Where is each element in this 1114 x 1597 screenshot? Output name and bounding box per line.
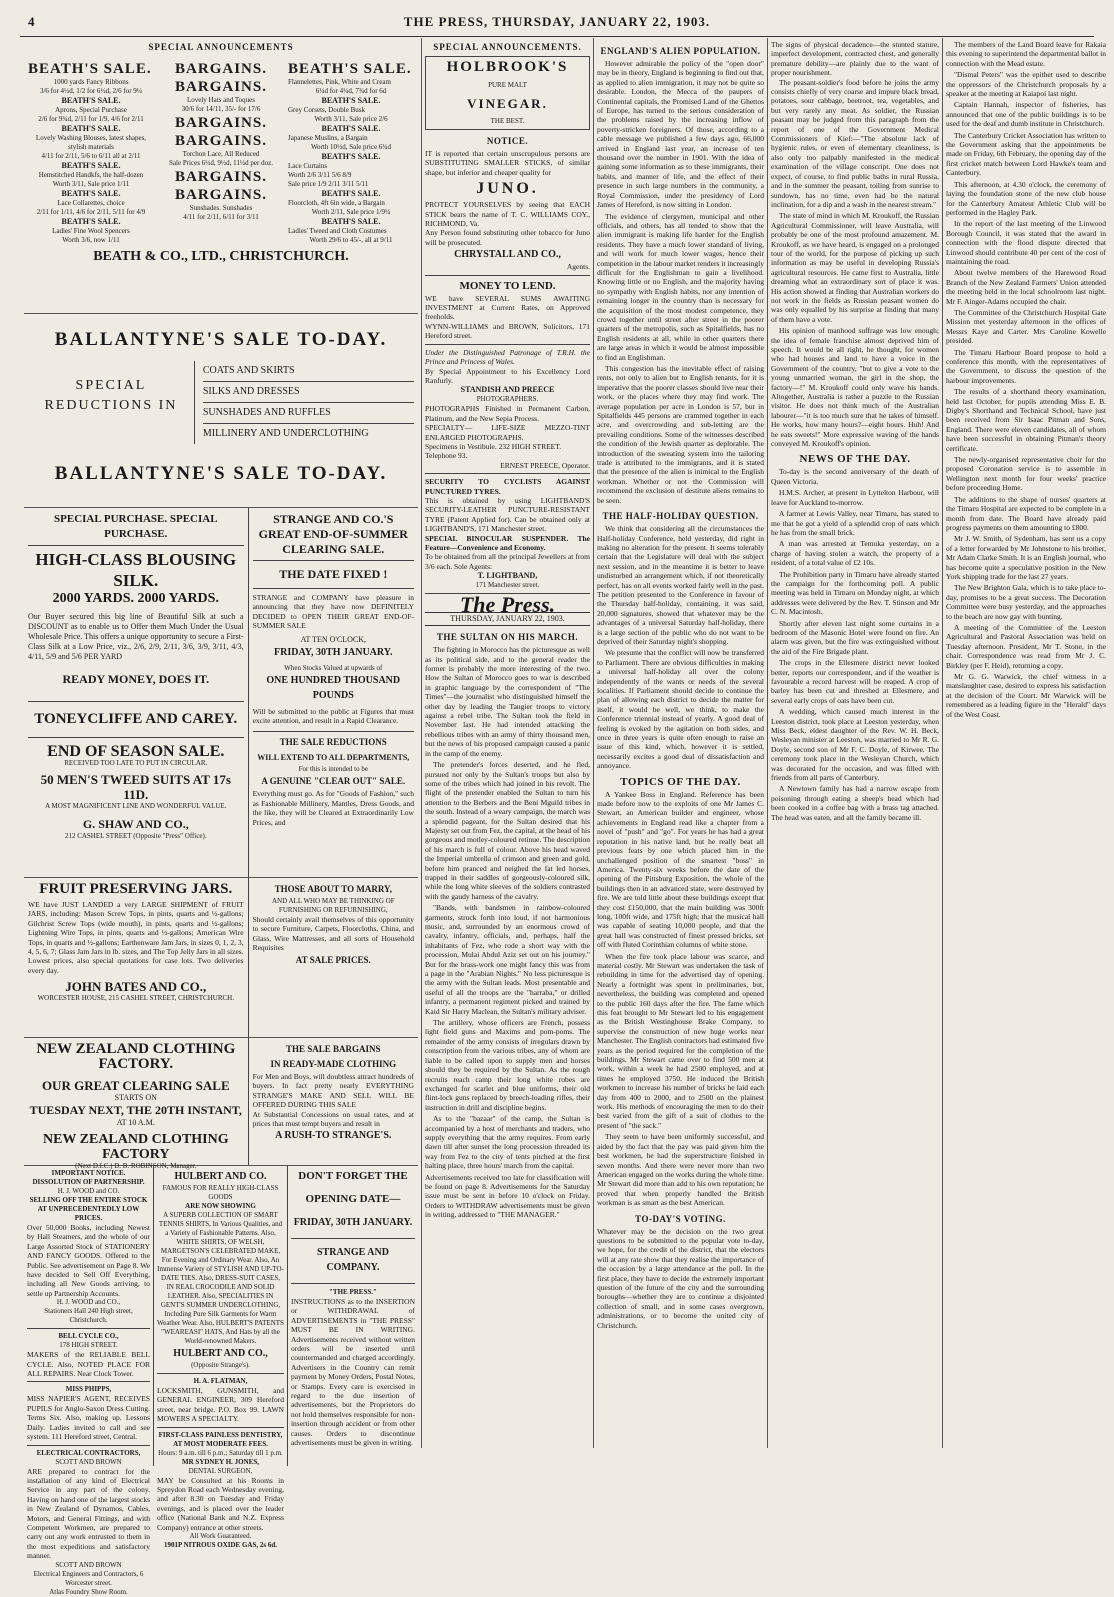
page-number: 4	[28, 14, 35, 29]
factory-footer: NEW ZEALAND CLOTHING FACTORY	[42, 1132, 229, 1162]
juno-body: PROTECT YOURSELVES by seeing that EACH STICK bears the name of T. C. WILLIAMS COY., RICHMOND, Va.	[425, 200, 590, 229]
strange-line: GREAT END-OF-SUMMER	[258, 527, 408, 541]
paragraph: Mr G. G. Warwick, the chief witness in a manslaughter case, desired to express his satisfaction at the decision of the Court. Mr Warwick will be remembered as a leading figure in the "Herald" days of the West Coast.	[946, 672, 1106, 719]
standish-appt: By Special Appointment to his Excellency Lord Ranfurly.	[425, 366, 590, 385]
sale-reductions-head: WILL EXTEND TO ALL DEPARTMENTS,	[257, 753, 410, 763]
notice-body: IT is reported that certain unscrupulous persons are SUBSTITUTING SMALLER STICKS, of similar shape, but inferior and cheaper quality for	[425, 149, 590, 177]
factory-signoff: (Next D.I.C.) D. B. ROBINSON, Manager.	[75, 1162, 197, 1170]
jones-note: All Work Guaranteed.	[189, 1532, 252, 1541]
russia-intro: The signs of physical decadence—the stunted stature, imperfect development, contracted chest, and generally premature debility—are plainly due to the want of proper nourishment.	[771, 40, 939, 78]
paragraph: The crops in the Ellesmere district never looked better, reports our correspondent, and if the weather is favourable a record harvest will be reaped. A crop of barley has been cut and threshed at Ellesmere, and several early crops of oats have been cut.	[771, 658, 939, 705]
beath-item: Lace Collarettes, choice	[57, 199, 125, 207]
bargains-item: BARGAINS.	[175, 169, 267, 185]
phipps-body: MISS NAPIER'S AGENT, RECEIVES PUPILS for Anglo-Saxon Dress Cutting. Terms Six. Also, making up. Lessons Daily. Ladies invited to call and see system. 111 Hereford street, Central.	[27, 1394, 151, 1442]
column-rule	[421, 38, 422, 1448]
clothing-bargains-head: IN READY-MADE CLOTHING	[270, 1059, 397, 1069]
beath-item: BEATH'S SALE.	[61, 189, 121, 198]
scott-sign: SCOTT AND BROWN	[55, 1560, 122, 1569]
bell-head: BELL CYCLE CO.,	[58, 1332, 119, 1341]
paragraph: The Canterbury Cricket Association has written to the Government asking that the appointments be made on Friday, 6th February, the opening day of the first cricket match between Lord Hawke's team and Canterbury.	[946, 130, 1106, 178]
holbrook-sub: PURE MALT	[488, 81, 527, 89]
beath-item: 2/11 for 1/11, 4/6 for 2/11, 5/11 for 4/9	[36, 208, 146, 216]
paragraph: Captain Hannah, inspector of fisheries, has announced that one of the public buildings is to be used for the deaf and dumb institute in Christchurch.	[946, 100, 1106, 129]
bargains-title: BARGAINS.	[175, 79, 267, 95]
paragraph: We presume that the conflict will now be transferred to Parliament. There are obvious difficulties in making a universal half-holiday all over the colony independently of the wants or needs of the several localities. If Parliament should decide to continue the plan of allowing each district to decide the matter for itself, it would be well, we think, to make the Conference triennial instead of yearly. A good deal of feeling is evoked by the agitation on both sides, and once in three years is quite often enough to raise an issue of this kind, which, however it is settled, necessarily excites a good deal of dissatisfaction and annoyance.	[597, 648, 764, 771]
ballantyne-special: SPECIAL	[75, 378, 147, 393]
press-notice-head: "THE PRESS."	[329, 1288, 377, 1296]
column-rule	[593, 38, 594, 1448]
phipps: MISS PHIPPS,	[65, 1385, 112, 1394]
holbrook-advert	[425, 56, 590, 130]
paragraph: As to the "bazaar" of the camp, the Sultan is accompanied by a host of merchants and traders, who supply everything that the army requires. From early dawn till after sunset the long procession threaded its way from Fez to the city of tents pitched at the first halting place, three hours' march from the capital.	[425, 1114, 590, 1171]
marry-head: THOSE ABOUT TO MARRY,	[274, 884, 392, 894]
small-ads-middle	[154, 1166, 288, 1550]
beath-item: Japanese Muslins, a Bargain	[288, 134, 368, 142]
sultan-head: THE SULTAN ON HIS MARCH.	[436, 632, 579, 643]
holiday-article	[597, 524, 764, 771]
beath-item: Sale price 1/9 2/11 3/11 5/11	[288, 180, 369, 188]
toneycliffe-strange-block	[24, 508, 418, 878]
beath-item: 3/6 for 4½d, 1/2 for 6½d, 2/6 for 9¼	[39, 87, 143, 95]
paragraph: The newly-organised representative choir for the proposed Coronation service is to assemble in Wellington next month for four weeks' practice before proceeding Home.	[946, 455, 1106, 493]
paragraph: The results of a shorthand theory examination, held last October, for pupils attending Miss E. B. Digby's Shorthand and Technical School, have just been received from Sir Isaac Pitman and Sons, England. There were eleven candidates, all of whom have been successful in obtaining Pitman's theory certificate.	[946, 387, 1106, 453]
bargains-item: BARGAINS.	[175, 115, 267, 131]
paragraph: The additions to the shape of nurses' quarters at the Timaru Hospital are expected to be complete in a month from date. The Board have already paid progress payments on them amounting to £800.	[946, 494, 1106, 532]
column-5	[946, 40, 1106, 1450]
strange-line: CLEARING SALE.	[282, 542, 385, 556]
juno-brand: JUNO.	[476, 180, 539, 198]
strange-firm: STRANGE AND COMPANY.	[316, 1247, 389, 1273]
holbrook-brand: HOLBROOK'S	[446, 59, 569, 75]
beath-item: Worth 2/6 3/11 5/6 8/9	[288, 171, 352, 179]
hulbert-head: HULBERT AND CO.	[174, 1171, 267, 1182]
selling-body: Over 50,000 Books, including Newest by Hall Steamers, and the whole of our Large Assorted Stock of STATIONERY AND FANCY GOODS. Offered to the Public. See advertisement on Page 8. We have decided to Sell Off Everything, including all New Goods arriving, to settle up Partnership Accounts.	[27, 1223, 151, 1298]
beath-item: 4/11 for 2/11, 5/6 to 6/11 all at 2/11	[41, 152, 141, 160]
money-body: WE have SEVERAL SUMS AWAITING INVESTMENT at Current Rates, on Approved freeholds.	[425, 293, 590, 322]
bargains-item: Torchon Lace, All Reduced	[182, 150, 260, 158]
holiday-head: THE HALF-HOLIDAY QUESTION.	[602, 511, 759, 522]
bell-addr: 178 HIGH STREET.	[59, 1341, 118, 1350]
bargains-item: Sunshades. Sunshades	[189, 204, 253, 212]
strange-date: FRIDAY, 30TH JANUARY.	[274, 646, 393, 658]
ballantyne-reductions: REDUCTIONS IN	[44, 398, 178, 413]
paragraph: A Newtown family has had a narrow escape from poisoning through eating a sheep's head which had been cooked in a coffee bag with a brass tag attached. The head was eaten, and all the family became ill.	[771, 784, 939, 822]
jars-body: WE have JUST LANDED a very LARGE SHIPMENT of FRUIT JARS, including: Mason Screw Tops, in pints, quarts and ½-gallons; Gilchrist Screw Tops (wide mouth), in pints, quarts and ½-gallons; Lightning Wire Tops, in pints, quarts and ½-gallons; American Wire Tops, in quarts and ½-gallons; Earthenware Jam Jars, in sizes 0, 1, 2, 3, 4, 5, 6, 7; Glass Jam Jars in lb. sizes, and The Top Jelly Jars in all sizes. Lowest prices, also special quotations for case lots. Two deliveries every day.	[28, 900, 244, 975]
standish-addr: Specimens in Vestibule. 232 HIGH STREET.	[425, 441, 562, 451]
beath-item: Aprons, Special Purchase	[55, 106, 127, 114]
chrystall: CHRYSTALL AND CO.,	[454, 249, 561, 261]
paragraph: To-day is the second anniversary of the death of Queen Victoria.	[771, 467, 939, 486]
flatman-body: LOCKSMITH, GUNSMITH, and GENERAL ENGINEER, 309 Hereford street, near bridge. P.O. Box 99. LAWN MOWERS A SPECIALTY.	[157, 1386, 284, 1424]
sultan-article	[425, 645, 590, 1170]
juno-body2: Any Person found substituting other tobacco for Juno will be prosecuted.	[425, 228, 590, 247]
scott: SCOTT AND BROWN	[55, 1457, 122, 1466]
press-notice2: Advertisements received too late for classification will be found on page 8. Advertisements for the Saturday issue must be sent in before 10 o'clock on Friday. Orders to WITHDRAW advertisements must be given in writing, addressed to "THE MANAGER."	[425, 1172, 590, 1220]
beath-item: Grey Corsets, Double Busk	[288, 106, 365, 114]
jones-body: MAY be Consulted at his Rooms in Spreydon Road each Wednesday evening, and after 8.30 on Tuesday and Friday evenings, and is placed over the leader office (National Bank and N.Z. Express Company) entrance at other streets.	[157, 1475, 284, 1532]
paragraph: The peasant-soldier's food before he joins the army consists chiefly of very coarse and impure black bread, potatoes, sour cabbage, beetroot, tea, vegetables, and but very rarely any meat. As soldier, the Russian peasant may be judged from this paragraph from the report of one of the Government Medical Commissioners of Kief:—"The absolute lack of hygienic rules, or even of elementary cleanliness, is also only too palpably manifested in the medical examination of the village conscript. One does not expect, of course, to find public baths in rural Russia, and in the summer the peasant, toiling from sunrise to sundown, has no time, even had he the natural inclination, for a dip and a wash in the nearest stream."	[771, 77, 939, 209]
strange-opening: OPENING DATE—	[305, 1193, 401, 1205]
beath-item: Worth 3/6, now 1/11	[62, 236, 120, 244]
clothing-bargains-body: For Men and Boys, will doubtless attract hundreds of buyers. In fact pretty nearly EVERYTHING STRANGE'S MAKE AND SELL WILL BE OFFERED DURING THIS SALE	[252, 1072, 414, 1110]
topics-article	[597, 790, 764, 1208]
paragraph: "Bands, with bandsmen in rainbow-coloured garments, struck forth into loud, if not harmonious music, and, surrounded by an enormous crowd of cavalry, infantry, officials, and, perhaps, half the inhabitants of Fez, who rode a short way with the procession, Mulai Abdul Aziz set out on his journey." But for the brass-work one might fancy this was from a page in the "Arabian Nights." No less picturesque is the army with the Sultan leads. Most presentable and useful of all the troops are the "harraba," or drilled infantry, a permanent regiment picked and trained by Kaid Sir Harry Maclean, the Sultan's military adviser.	[425, 903, 590, 1016]
beath-title: BEATH'S SALE.	[28, 61, 152, 77]
strange-at: AT TEN O'CLOCK,	[300, 634, 366, 644]
strange-clearing-advert	[249, 508, 418, 877]
beath-item: Lovely Washing Blouses, latest shapes, stylish materials	[35, 134, 147, 151]
ballantyne-item: SILKS AND DRESSES	[203, 382, 414, 403]
paragraph: A farmer at Lewis Valley, near Timaru, has stated to me that he got a yield of a splendid crop of oats which he has from the small brick.	[771, 509, 939, 537]
sale-reductions-body: Everything must go. As for "Goods of Fashion," such as Fashionable Millinery, Mantles, Dress Goods, and the like, they will be Cleared at Extraordinarily Low Prices, and	[252, 789, 414, 827]
binocular2: To be obtained from all the principal Jewellers at from 3/6 each. Sole Agents:	[425, 552, 590, 571]
factory-title: NEW ZEALAND CLOTHING FACTORY.	[36, 1041, 236, 1072]
wood: H. J. WOOD and CO.	[57, 1187, 120, 1195]
beath-item: 2/6 for 9¾d, 2/11 for 1/9, 4/6 for 2/11	[38, 115, 144, 123]
beath-item: Floorcloth, 4ft 6in wide, a Bargain	[288, 199, 385, 207]
shaw-title: END OF SEASON SALE.	[47, 743, 225, 760]
scott-sign2: Electrical Engineers and Contractors, 6 Worcester street.	[33, 1569, 144, 1587]
paragraph: A man was arrested at Temuka yesterday, on a charge of having stolen a watch, the property of a resident, of a total value of £2 10s.	[771, 539, 939, 568]
toneycliffe-footer: TONEYCLIFFE AND CAREY.	[34, 711, 238, 727]
standish-op: ERNEST PREECE, Operator.	[500, 460, 590, 470]
section-label: SPECIAL ANNOUNCEMENTS.	[433, 42, 582, 52]
wood-address: Stationers Hall 240 High street, Christchurch.	[44, 1307, 133, 1325]
binocular: SPECIAL BINOCULAR SUSPENDER. The Feature—Convenience and Economy.	[425, 533, 590, 552]
jars-title: FRUIT PRESERVING JARS.	[39, 881, 233, 897]
beath-item: BEATH'S SALE.	[61, 96, 121, 105]
paragraph: A meeting of the Committee of the Leeston Agricultural and Pastoral Association was held on Tuesday afternoon. President, Mr T. Stone, in the chair. Correspondence was read from Mr J. C. Birkley (per F. Heid), returning a copy.	[946, 622, 1106, 670]
toneycliffe-title: HIGH-CLASS BLOUSING SILK.	[35, 550, 237, 590]
topics-head: TOPICS OF THE DAY.	[620, 775, 741, 788]
shaw-received: RECEIVED TOO LATE TO PUT IN CIRCULAR.	[64, 759, 208, 767]
toneycliffe-sub: 2000 YARDS. 2000 YARDS.	[52, 591, 219, 606]
holbrook-vinegar: VINEGAR.	[467, 96, 548, 111]
hulbert-sign: HULBERT AND CO.,	[173, 1348, 268, 1359]
paragraph: Shortly after eleven last night some curtains in a bedroom of the Masonic Hotel were found on fire. An alarm was given, but the fire was extinguished without the aid of the Fire Brigade plant.	[771, 618, 939, 656]
news-article	[771, 467, 939, 822]
europe-head: ENGLAND'S ALIEN POPULATION.	[600, 46, 761, 56]
bell-body: MAKERS of the RELIABLE BELL CYCLE. Also, NOTED PLACE FOR ALL REPAIRS. Near Clock Tower.	[27, 1350, 151, 1379]
money-head: MONEY TO LEND.	[459, 279, 556, 292]
ballantyne-title: BALLANTYNE'S SALE TO-DAY.	[54, 329, 388, 350]
jones-title: DENTAL SURGEON,	[188, 1466, 253, 1475]
factory-starts: STARTS ON	[114, 1093, 157, 1102]
standish-photo: PHOTOGRAPHERS.	[476, 395, 539, 404]
sale-reductions-intended: For this is intended to be	[298, 765, 368, 774]
paragraph: This afternoon, at 4.30 o'clock, the ceremony of laying the foundation stone of the new club house for the Canterbury Amateur Athletic Club will be performed in the Hagley Park.	[946, 179, 1106, 217]
paragraph: The Timaru Harbour Board propose to hold a conference this month, with the representatives of the Government, to discuss the question of the harbour improvements.	[946, 347, 1106, 385]
sale-reductions-genuine: A GENUINE "CLEAR OUT" SALE.	[261, 776, 406, 787]
dentistry: FIRST-CLASS PAINLESS DENTISTRY, AT MOST MODERATE FEES.	[158, 1430, 283, 1448]
bargains-item: BARGAINS.	[175, 133, 267, 149]
flatman: H. A. FLATMAN,	[193, 1377, 248, 1385]
beath-item: Ladies' Tweed and Cloth Costumes	[288, 227, 387, 235]
paragraph: However admirable the policy of the "open door" may be in theory, England is beginning to find out that, as applied to alien immigration, it may not be quite so desirable. London, the Mecca of the paupers of Continental capitals, the Promised Land of the Ghettos of Europe, has turned to the serious consideration of the problems raised by the increasing inflow of poverty-stricken foreigners. Of those, according to a cable message we published a few days ago, 66,000 arrived in England last year, an increase of ten thousand over the number in 1901. With the idea of gaining some information as to these immigrants, their habits, and manner of life, and the effect of their presence in such large numbers in the community, a Royal Commission, under the presidency of Lord James of Hereford, is now sitting in London.	[597, 59, 764, 210]
holbrook-best: THE BEST.	[490, 117, 525, 125]
jars-advert	[24, 878, 249, 1037]
scott-addr: Atlas Foundry Show Room.	[49, 1587, 128, 1596]
press-masthead: The Press.	[459, 592, 556, 618]
paragraph: His opinion of manhood suffrage was low enough; the idea of female franchise almost deprived him of speech. It would be all right, he thought, for women who had houses and land to have a voice in the Government of the country, "but to give a vote to the young unmarried woman, the girl in the shop, the factory—!" M. Kroukoff could only wave his hands. Altogether, Australia is rather a puzzle to the Russian visitor. He does not think much of the Australian labourer—"it is too much sure that he takes of himself. He works, how many hours?—eight hours. Huh! And he eats sweets!" More expressive waving of the hands conveyed M. Kroukoff's opinion.	[771, 326, 939, 449]
factory-time: AT 10 A.M.	[116, 1118, 155, 1127]
standish-phone: Telephone 93.	[425, 451, 468, 461]
shaw-magnificent: A MOST MAGNIFICENT LINE AND WONDERFUL VALUE.	[45, 802, 227, 810]
paragraph: They seem to have been uniformly successful, and aided by the fact that the pay was paid given him the best workmen, he had the superstructure finished in seven months. And there were never more than two American engaged on the works during the whole time. Mr Stewart did more than add to his own reputation; he proved that when properly handled the British workman is as smart as the best American.	[597, 1132, 764, 1208]
lightband: T. LIGHTBAND,	[477, 571, 538, 581]
scott-body: ARE prepared to contract for the installation of any kind of Electrical Service in any part of the colony. Having on hand one of the largest stocks in New Zealand of Dynamos, Cables, Motors, and General Fittings, and with Competent Workmen, are prepared to carry out any work entrusted to them in the most expeditious and satisfactory manner.	[27, 1466, 151, 1561]
small-ads-right	[288, 1166, 418, 1466]
strange-stock: When Stocks Valued at upwards of	[284, 663, 383, 672]
paragraph: The members of the Land Board leave for Rakaia this evening to superintend the departmental ballot in connection with the Mead estate.	[946, 40, 1106, 68]
paragraph: Mr J. W. Smith, of Sydenham, has sent us a copy of a letter forwarded by Mr Johnstone to his brother, Mr Adam Clarke Smith. It is an English journal, who has become quite a speculative position in the New York shipping trade for the last 27 years.	[946, 534, 1106, 581]
europe-article	[597, 59, 764, 505]
ballantyne-advert	[24, 314, 418, 508]
beath-item: BEATH'S SALE.	[321, 189, 381, 198]
paragraph: We think that considering all the circumstances the Half-holiday Conference, held yesterday, did right in making no alteration for the present. It seems tolerably certain that the Legislature will deal with the subject next session, and in the meantime it is better to leave undisturbed an arrangement which, if not theoretically perfect, has on all events worked fairly well in the past. The petition presented to the Conference in favour of the Thursday half-holiday, containing, it was said, 20,000 signatures, showed that whatever may be the advantages of a universal Saturday half-holiday, there is a large section of the public who do not want to be deprived of their Saturday night's shopping.	[597, 524, 764, 646]
beath-item: Hemstitched Handkfs, the half-dozen	[38, 171, 144, 179]
bargains-item: 4/11 for 2/11, 6/11 for 3/11	[183, 213, 259, 221]
notice-head: IMPORTANT NOTICE.	[51, 1169, 126, 1177]
beath-item: Worth 2/11, Sale price 1/9¼	[311, 208, 391, 216]
paragraph: The New Brighton Gala, which is to take place to-day, promises to be a great success. The Decoration Committee were busy yesterday, and the approaches to the beach are now gay with bunting.	[946, 583, 1106, 621]
beath-item: Lace Curtains	[288, 162, 328, 170]
clothing-bargains-head: THE SALE BARGAINS	[286, 1044, 381, 1054]
paragraph: When the fire took place labour was scarce, and material costly. Mr Stewart was undertaken the task of rebuilding in time for the advertised day of opening. Nearly a fortnight was spent in preliminaries, but, nevertheless, the building was completed and opened to the public 160 days after the fire. The fame which this feat brought to Mr Stewart led to his engagement as the British Westinghouse Brake Company, to supervise the construction of new huge works near Manchester. The English contractors had estimated five years as the period required for the completion of the buildings. Mr Stewart came over to find 500 men at work, within a week he had 2500 employed, and at times he employed 3750. He induced the British workmen to increase his number of bricks he laid each day from 400 to 2000, and to 2500 on the plainest work. His methods of encouraging the men to do their best varied from the gift of a suit of clothes to the present of "the sack."	[597, 951, 764, 1130]
small-ads-left	[24, 1166, 154, 1596]
column-rule	[942, 38, 943, 1448]
marry-head2: AND ALL WHO MAY BE THINKING OF FURNISHING OR REFURNISHING,	[271, 897, 395, 914]
clothing-factory-advert	[24, 1038, 249, 1170]
beath-item: Ladies' Fine Wool Spencers	[52, 227, 130, 235]
clothing-bargains-body2: At Substantial Concessions on usual rates, and at prices that must tempt buyers and result in	[252, 1109, 414, 1129]
marry-at: AT SALE PRICES.	[295, 954, 371, 965]
selling: SELLING OFF THE ENTIRE STOCK AT UNPRECEDENTEDLY LOW PRICES.	[29, 1196, 148, 1222]
paragraph: The Committee of the Christchurch Hospital Gate Mission met yesterday afternoon in the offices of Messrs Kaye and Carter. Mrs Caroline Kowelle presided.	[946, 307, 1106, 346]
strange-opening-date: FRIDAY, 30TH JANUARY.	[293, 1217, 413, 1228]
ballantyne-item: COATS AND SKIRTS	[203, 361, 414, 382]
nitrous-tag: 1901P	[163, 1541, 182, 1550]
paragraph: A wedding, which caused much interest in the Leeston district, took place at Leeston yesterday, when Miss Beck, eldest daughter of the Rev. W. H. Beck, Wesleyan minister at Leeston, was married to Mr R. G. Doyle, second son of Mr F. C. Doyle, of Kirwee. The ceremony took place in the Wesleyan Church, which was decorated for the occasion, and was filled with friends from all parts of Canterbury.	[771, 707, 939, 783]
marry-body: Should certainly avail themselves of this opportunity to secure Furniture, Carpets, Floorcloths, China, and Glass, Wire Mattresses, and all sorts of Household Requisites	[252, 915, 414, 953]
sale-reductions-head: THE SALE REDUCTIONS	[279, 737, 387, 748]
toneycliffe-top: SPECIAL PURCHASE. SPECIAL PURCHASE.	[54, 513, 218, 540]
shaw-address: 212 CASHEL STREET (Opposite "Press" Office).	[64, 832, 207, 840]
toneycliffe-ready: READY MONEY, DOES IT.	[62, 672, 210, 686]
beath-item: BEATH'S SALE.	[321, 217, 381, 226]
chrystall-agents: Agents.	[566, 262, 590, 272]
bargains-title: BARGAINS.	[175, 61, 267, 77]
jones: MR SYDNEY H. JONES,	[182, 1457, 259, 1466]
column-4	[771, 40, 939, 1450]
dentistry-hours: Hours: 9 a.m. till 6 p.m.; Saturday till 1 p.m.	[158, 1448, 283, 1457]
hulbert-addr: (Opposite Strange's).	[191, 1361, 250, 1369]
news-continued	[946, 40, 1106, 719]
beath-item: 1000 yards Fancy Ribbons	[53, 78, 129, 86]
advert-column	[24, 40, 418, 1596]
paragraph: The evidence of clergymen, municipal and other officials, and others, has all tended to show that the alien immigrant is making life harder for the English residents. They have a much lower standard of living, and will work for much lower wages, hence their competition in the labour market renders it increasingly difficult for the Englishman to gain a livelihood. Knowing little or no English, and the majority having no sympathy with English habits, nor any intention of remaining longer in the country than is necessary for the acquisition of the most modest competence, they crowd together until street after street in the poorer quarters of the metropolis, such as Spitalfields, has no English residents at all, while in other quarters there are large areas in which it would be almost impossible to find an Englishman.	[597, 211, 764, 362]
beath-item: BEATH'S SALE.	[61, 217, 121, 226]
header-rule	[20, 36, 1094, 37]
beath-item: BEATH'S SALE.	[321, 96, 381, 105]
cyclists-body: This is obtained by using LIGHTBAND'S SECURITY-LEATHER PUNCTURE-RESISTANT TYRE (Patent Applied for). Can be obtained only at LIGHTBAND'S, 171 Manchester street.	[425, 495, 590, 534]
masthead: THE PRESS, THURSDAY, JANUARY 22, 1903.	[403, 14, 711, 29]
paragraph: In the report of the last meeting of the Linwood Borough Council, it was stated that the award in connection with the flood dispute directed that Linwood should contribute 40 per cent of the cost of maintaining the road.	[946, 219, 1106, 266]
beath-footer: BEATH & CO., LTD., CHRISTCHURCH.	[93, 249, 349, 264]
beath-item: Worth 3/11, Sale price 2/6	[314, 115, 388, 123]
money-sign: WYNN-WILLIAMS and BROWN, Solicitors, 171 Hereford street.	[425, 321, 590, 341]
ballantyne-item: SUNSHADES AND RUFFLES	[203, 403, 414, 424]
small-ads-block	[24, 1166, 418, 1596]
hulbert-body: A SUPERB COLLECTION OF SMART TENNIS SHIRTS, In Various Qualities, and a Variety of Fashionable Patterns. Also, WHITE SHIRTS, OF WELSH, MARGETSON'S CELEBRATED MAKE, For Evening and Ordinary Wear. Also, An Immense Variety of STYLISH AND UP-TO-DATE TIES. Also, DRESS-SUIT CASES, IN REAL CROCODILE AND SOLID LEATHER. Also, SPECIALITIES IN GENT'S SUMMER UNDERCLOTHING, Including Pure Silk Garments for Warm Weather Wear. Also, HULBERT'S PATENTS "WEAREASI" HATS, And Hats by all the World-renowned Makers.	[157, 1211, 284, 1345]
beath-item: BEATH'S SALE.	[61, 161, 121, 170]
beath-item: Worth 3/11, Sale price 1/11	[52, 180, 130, 188]
beath-item: Worth 10½d, Sale price 6¾d	[310, 143, 392, 151]
wood2: H. J. WOOD and CO.,	[56, 1298, 121, 1307]
section-label: SPECIAL ANNOUNCEMENTS	[148, 42, 294, 52]
paragraph: The Prohibition party in Timaru have already started the campaign for the forthcoming poll. A public meeting was held in Timaru on Monday night, at which addresses were delivered by the Rev. T. Stinson and Mr C. N. Macintosh.	[771, 569, 939, 617]
beath-item: BEATH'S SALE.	[61, 124, 121, 133]
page-header	[20, 6, 1094, 32]
clothing-bargains-rush: A RUSH-TO STRANGE'S.	[275, 1130, 392, 1142]
news-head: NEWS OF THE DAY.	[799, 453, 911, 466]
clothing-bargains-advert	[249, 1038, 418, 1165]
beath-item: 6¼d for 4¼d, 7¾d for 6d	[315, 87, 387, 95]
press-dateline: THURSDAY, JANUARY 22, 1903.	[425, 612, 590, 626]
russia-article	[771, 78, 939, 449]
bargains-item: Lovely Hats and Toques	[186, 96, 255, 104]
scott-head: ELECTRICAL CONTRACTORS,	[36, 1448, 141, 1457]
beath-item: Worth 29/6 to 45/-, all at 9/11	[309, 236, 393, 244]
lightband-addr: 171 Manchester street.	[475, 581, 540, 590]
bargains-item: Sale Prices 6½d, 9½d, 11½d per doz.	[169, 159, 273, 167]
beath-advert	[24, 56, 418, 314]
factory-date: TUESDAY NEXT, THE 20TH INSTANT,	[29, 1103, 242, 1117]
factory-sub: OUR GREAT CLEARING SALE	[41, 1078, 230, 1093]
standish-body: PHOTOGRAPHS Finished in Permanent Carbon, Platinum, and the New Sepia Process.	[425, 404, 590, 423]
beath-item: BEATH'S SALE.	[321, 152, 381, 161]
nitrous: NITROUS OXIDE GAS, 2s 6d.	[183, 1541, 277, 1550]
standish-patronage: Under the Distinguished Patronage of T.R.H. the Prince and Princess of Wales.	[425, 347, 590, 367]
strange-amount: ONE HUNDRED THOUSAND	[266, 674, 401, 686]
factory-bargains-block	[24, 1038, 418, 1170]
beath-item: BEATH'S SALE.	[321, 124, 381, 133]
paragraph: The fighting in Morocco has the picturesque as well as its political side, and to the general reader the former is probably the more interesting of the two. How the Sultan of Morocco goes to war is described in graphic language by the correspondent of "The Times"—the journalist who distinguished himself the other day by leading the Tangier troops to victory against a rebel tribe. The Sultan took the field in November last. He had intended attacking the rebellious tribes with an army of thirty thousand men, but the news of his proposed campaign caused a panic in the camp of the enemy.	[425, 645, 590, 758]
hulbert-famous: FAMOUS FOR REALLY HIGH-CLASS GOODS	[162, 1184, 279, 1201]
strange-body: STRANGE and COMPANY have pleasure in announcing that they have now DEFINITELY DECIDED to OPEN THEIR GREAT END-OF-SUMMER SALE	[252, 593, 414, 631]
paragraph: A Yankee Boss in England. Reference has been made before now to the exploits of one Mr James C. Stewart, an American builder and engineer, whose achievements in England read like a chapter from a novel of "push" and "go". For years he has had a great reputation in his native land, but he really beat all previous feats by one which placed him in the unchallenged position of the smartest "boss" in America. Twenty-six weeks before the date of the opening of the Pittsburg Exposition, the whole of the buildings then in an advanced state, were destroyed by fire. We are told little about these buildings except that they cost £150,000, that the main building was 300ft long, 100ft wide, and 175ft high; that the musical hall was capable of seating 10,000 people, and that the great hall was constructed of finest pressed bricks, set off with fluted Corinthian columns of white stone.	[597, 789, 764, 950]
strange-submit: Will be submitted to the public at Figures that must excite attention, and result in a Rapid Clearance.	[252, 706, 414, 726]
paragraph: The artillery, whose officers are French, possess light field guns and Maxims and pom-poms. The remainder of the army consists of irregulars drawn by conscription from the various tribes, any of whom are liable to be called upon to supply men and horses should they be required by the Sultan. As the rough recruits reach camp their long white robes are exchanged for scarlet and blue uniforms, their old flint-lock guns replaced by breech-loading rifles, their instruction in drill and discipline begins.	[425, 1018, 590, 1112]
press-notice: INSTRUCTIONS as to the INSERTION or WITHDRAWAL of ADVERTISEMENTS in "THE PRESS" MUST BE IN WRITING. Advertisements received without written orders will be inserted until countermanded and charged accordingly. Advertisers in the Country can remit payment by Money Orders, Postal Notes, or Stamps. Every care is exercised in regard to the due insertion of advertisements, but the Proprietors do not hold themselves responsible for non-insertion through accident or from other causes. Orders to discontinue advertisements must be given in writing.	[290, 1297, 415, 1448]
beath-title: BEATH'S SALE.	[288, 61, 412, 77]
column-rule	[767, 38, 768, 1448]
jars-address: WORCESTER HOUSE, 215 CASHEL STREET, CHRISTCHURCH.	[37, 994, 234, 1003]
paragraph: H.M.S. Archer, at present in Lyttelton Harbour, will leave for Auckland to-morrow.	[771, 488, 939, 507]
marry-advert	[249, 878, 418, 1037]
strange-date-head: THE DATE FIXED !	[279, 567, 388, 581]
shaw-suits: 50 MEN'S TWEED SUITS AT 17s 11D.	[40, 772, 231, 802]
cyclists-head: SECURITY TO CYCLISTS AGAINST PUNCTURED TYRES.	[425, 477, 590, 496]
jars-firm: JOHN BATES AND CO.,	[65, 979, 207, 995]
paragraph: "Dismal Peters" was the epithet used to describe the oppressors of the Christchurch proposals by a speaker at the meeting at Kaiapoi last night.	[946, 70, 1106, 99]
strange-line: STRANGE AND CO.'S	[273, 512, 394, 526]
jars-marry-block	[24, 878, 418, 1038]
toneycliffe-advert	[24, 508, 249, 877]
bargains-item: BARGAINS.	[175, 187, 267, 203]
paragraph: The pretender's forces deserted, and he fled, pursued not only by the Sultan's troops but also by some of the tribes which had joined in his revolt. The flight of the pretender enabled the Sultan to turn his attention to the Berbers and the Beni Mguild tribes in the south. Instead of a weary campaign, the march was a splendid pageant, for the Sultan desired that his Majesty set out from Fez, the capital, at the head of his gorgeous and motley-coloured retinue. The description of his march is full of colour. Above his head waved the Imperial umbrella of crimson and green and gold, before him pranced and neighed the fat led horses, trapped in their saddles of gorgeously-coloured silk, while the long white sleeves of the soldiers contrasted with the gaudy harness of the cavalry.	[425, 760, 590, 901]
column-2	[425, 40, 590, 1450]
dissolution: DISSOLUTION OF PARTNERSHIP.	[32, 1178, 145, 1186]
ballantyne-item: MILLINERY AND UNDERCLOTHING	[202, 428, 369, 439]
paragraph: About twelve members of the Harewood Road Branch of the New Zealand Farmers' Union attended the meeting held in the local schoolroom last night. Mr F. Ainger-Adams occupied the chair.	[946, 268, 1106, 306]
standish-firm: STANDISH AND PREECE	[460, 385, 555, 395]
tdvoting-head: TO-DAY'S VOTING.	[635, 1213, 726, 1224]
paragraph: The state of mind in which M. Kroukoff, the Russian Agricultural Commissioner, will leave Australia, will probably be one of the most profound amazement. M. Kroukoff, as we have heard, is engaged on a prolonged tour of the world, for the purpose of picking up such information as may be useful in developing Russia's agricultural resources. He came first to Australia, little dreaming what an extraordinary sort of place it was. His action showed at finding that Australian workers do not work in the fields as Russian peasant women do was only equalled by his surprise at finding that many of them have a vote.	[771, 211, 939, 324]
column-3	[597, 40, 764, 1450]
ballantyne-footer: BALLANTYNE'S SALE TO-DAY.	[54, 463, 388, 484]
strange-forget: DON'T FORGET THE	[298, 1170, 408, 1182]
toneycliffe-body: Our Buyer secured this big line of Beautiful Silk at such a DISCOUNT as to enable us to Offer them Much Under the Usual Wholesale Price. This offers a unique opportunity to secure a First-Class Silk at a Low Price, viz., 2/6, 2/9, 2/11, 3/6, 3/9, 3/11, 4/3, 4/11, 5/9 and 5/6 PER YARD	[28, 612, 244, 661]
bargains-item: 30/6 for 14/11, 35/- for 17/6	[181, 105, 261, 113]
beath-item: Flannelettes, Pink, White and Cream	[288, 78, 391, 86]
tdvoting-body: Whatever may be the decision on the two great questions to be submitted to the popular vote to-day, we hope, for the credit of the district, that the electors will at any rate show that they realise the importance of the occasion by a large attendance at the poll. In the first place, they have to decide the extremely important question of the future of the city and the surrounding boroughs—whether they are to continue a disjointed collection of small, and in some cases overgrown, administrations, or to become the united city of Christchurch.	[597, 1226, 764, 1330]
paragraph: This congestion has the inevitable effect of raising rents, not only to alien but to English tenants, for it is imperative that the poorer classes should live near their work, or the places where they may find work. The average population per acre in London is 57, but in Spitalfields 445 persons are crammed together in each acre, and overcrowding and sub-letting are the prevailing conditions. Some of the witnesses described the condition of the Jewish quarter as deplorable. The introduction of the sweating system into the tailoring trade is attributed to the immigrants, and it is stated that the presence of the alien is inimical to the English workman. Whether or not the Commission will recommend the exclusion of destitute aliens remains to be seen.	[597, 364, 764, 505]
strange-amount: POUNDS	[312, 689, 354, 701]
notice-head: NOTICE.	[486, 136, 529, 146]
standish-specialty: SPECIALTY— LIFE-SIZE MEZZO-TINT ENLARGED PHOTOGRAPHS.	[425, 423, 590, 442]
hulbert-now: ARE NOW SHOWING	[185, 1202, 256, 1210]
shaw-firm: G. SHAW AND CO.,	[82, 817, 189, 831]
